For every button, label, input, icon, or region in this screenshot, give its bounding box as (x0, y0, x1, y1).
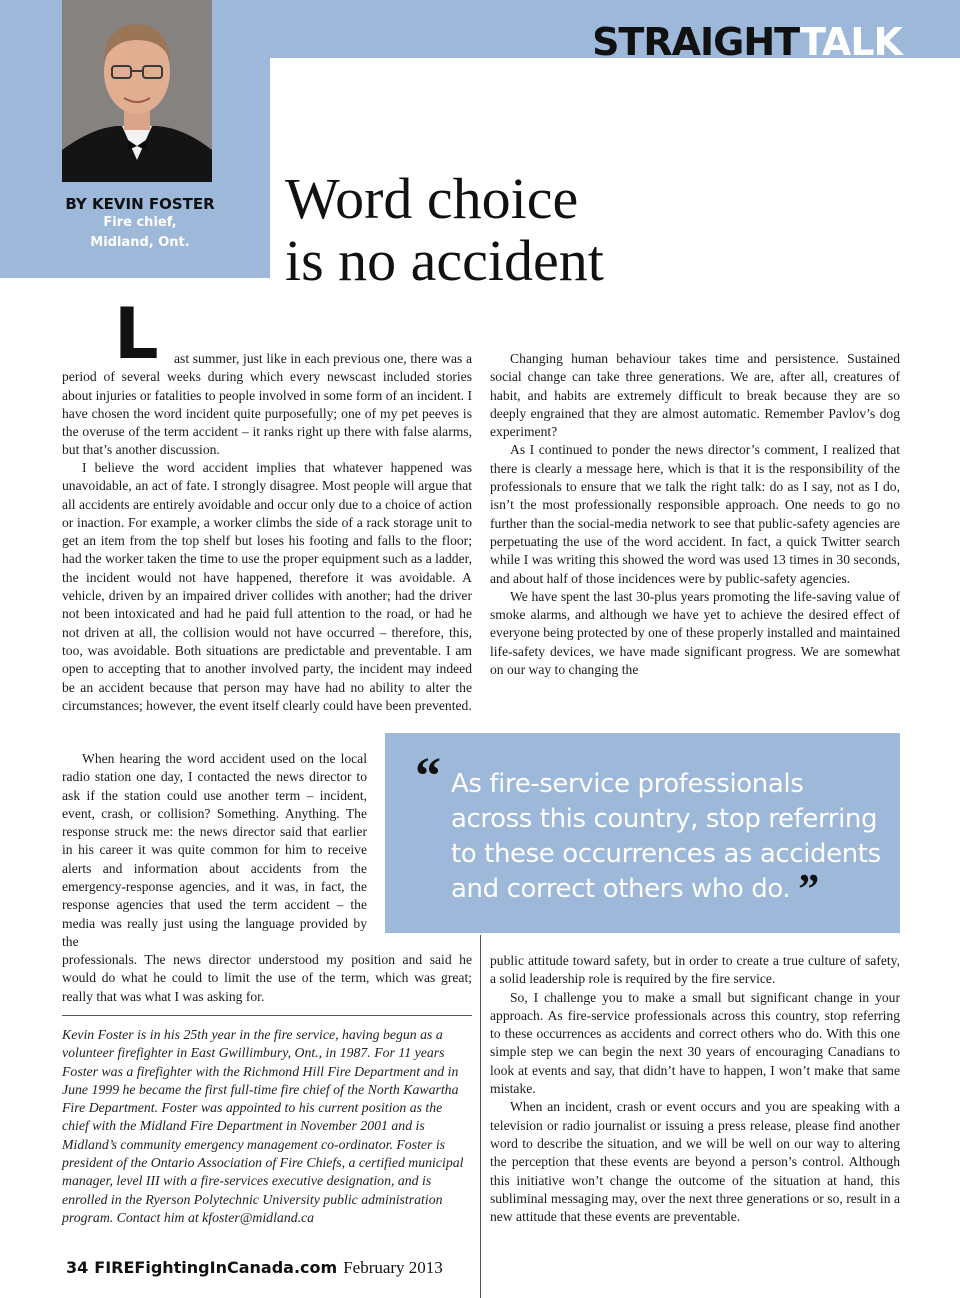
body-paragraph: As I continued to ponder the news director’s comment, I realized that there is clearly a message here, which is that it is the responsibility of the professionals to ensure that we talk the right talk: do as I say, not as I do, isn’t the most professionally responsible approach. One needs to go no further than the social-media network to see that public-safety agencies are perpetuating the use of the word accident. In fact, a quick Twitter search while I was writing this showed the word was used 13 times in 30 seconds, and about half of those incidences were by public-safety agencies. (490, 442, 900, 586)
footer-date: February 2013 (343, 1258, 443, 1277)
body-paragraph: Changing human behaviour takes time and persistence. Sustained social change can take three generations. We are, after all, creatures of habit, and habits are extremely difficult to break because they are so deeply engrained that they are almost automatic. Remember Pavlov’s dog experiment? (490, 351, 900, 440)
body-paragraph: When hearing the word accident used on the local radio station one day, I contacted the news director to ask if the station could use another term – incident, event, crash, or collision? Something. Anything. The response struck me: the news director said that earlier in his career it was quite common for him to receive alerts and information about accidents from the emergency-response agencies, and it was, in fact, the response agencies that used the term accident – the media was really just using the language provided by the (62, 751, 367, 949)
pull-quote-text: As fire-service professionals across this country, stop referring to these occurrences as accidents and correct others who do. (451, 769, 881, 904)
body-paragraph: When an incident, crash or event occurs and you are speaking with a television or radio journalist or issuing a press release, please find another word to describe the situation, and we will be well on our way to altering the perception that these events are beyond a person’s control. Although this initiative won’t change the outcome of the situation at hand, this subliminal messaging may, over the next three generations or so, result in a new attitude that these events are preventable. (490, 1099, 900, 1225)
byline (62, 195, 218, 253)
article-column-right-bottom (490, 952, 900, 1226)
section-title (592, 20, 902, 64)
article-column-left-bottom (62, 951, 472, 1006)
headline-line-1: Word choice (285, 166, 579, 231)
column-divider (480, 935, 481, 1298)
author-bio: Kevin Foster is in his 25th year in the fire service, having begun as a volunteer firefighter in East Gwillimbury, Ont., in 1987. For 11 years Foster was a firefighter with the Richmond Hill Fire Department and in June 1999 he became the first full-time fire chief of the North Kawartha Fire Department. Foster was appointed to his current position as the chief with the Midland Fire Department in November 2001 and is Midland’s community emergency management co-ordinator. Foster is president of the Ontario Association of Fire Chiefs, a certified municipal manager, level III with a fire-services executive designation, and is enrolled in the Ryerson Polytechnic University public administration program. Contact him at kfoster@midland.ca (62, 1027, 464, 1225)
author-photo (62, 0, 212, 182)
section-title-straight: STRAIGHT (592, 20, 800, 64)
article-column-left-middle (62, 459, 472, 715)
article-column-right-top (490, 350, 900, 679)
footer-site: FIREFightingInCanada.com (94, 1258, 338, 1277)
quote-close-mark: ” (798, 867, 819, 913)
author-portrait-image (62, 0, 212, 182)
body-paragraph: public attitude toward safety, but in order to create a true culture of safety, a solid leadership role is required by the fire service. (490, 953, 900, 987)
article-column-left-top (62, 350, 472, 460)
bio-divider (62, 1015, 472, 1016)
page-number: 34 (66, 1258, 89, 1277)
body-paragraph: We have spent the last 30-plus years promoting the life-saving value of smoke alarms, and although we have yet to achieve the desired effect of everyone being protected by one of these properly installed and maintained life-safety devices, we have made significant progress. We are somewhat on our way to changing the (490, 588, 900, 678)
pull-quote-text-block (451, 767, 881, 913)
headline-line-2: is no accident (285, 228, 604, 293)
quote-open-mark: “ (415, 748, 441, 805)
page-footer (66, 1257, 443, 1279)
article-headline (285, 168, 604, 292)
author-title: Fire chief, (103, 215, 177, 230)
body-paragraph: I believe the word accident implies that whatever happened was unavoidable, an act of fate. I strongly disagree. Most people will argue that all accidents are entirely avoidable and occur only due to a choice of action or inaction. For example, a worker climbs the side of a rack storage unit to get an item from the top shelf but loses his footing and falls to the floor; had the worker taken the time to use the proper equipment such as a ladder, the incident would not have happened, therefore it was avoidable. A vehicle, driven by an impaired driver collides with another; had the driver not been intoxicated and had he paid full attention to the road, or had he not driven at all, the collision would not have occurred – therefore, this, too, was avoidable. Both situations are predictable and preventable. I am open to accepting that to another involved party, the incident may indeed be an accident because that person may have had no ability to alter the circumstances; however, the event itself clearly could have been prevented. (62, 460, 472, 713)
article-column-left-narrow (62, 750, 367, 951)
drop-cap: L (114, 293, 159, 375)
body-paragraph: So, I challenge you to make a small but significant change in your approach. As fire-service professionals across this country, stop referring to these occurrences as accidents and correct others who do. With this one simple step we can begin the next 30 years of encouraging Canadians to look at events and say, that didn’t have to happen, I won’t make that same mistake. (490, 989, 900, 1097)
body-paragraph: ast summer, just like in each previous one, there was a period of several weeks during which every newscast included stories about injuries or fatalities to people involved in some form of an incident. I have chosen the word incident quite purposefully; one of my pet peeves is the overuse of the term accident – it ranks right up there with false alarms, but that’s another discussion. (62, 351, 472, 458)
body-paragraph: professionals. The news director understood my position and said he would do what he could to limit the use of the term, which was great; really that was what I was asking for. (62, 952, 472, 1004)
section-title-talk: TALK (799, 20, 902, 64)
author-name: BY KEVIN FOSTER (65, 195, 215, 213)
author-location: Midland, Ont. (90, 235, 190, 250)
pull-quote (385, 733, 900, 933)
